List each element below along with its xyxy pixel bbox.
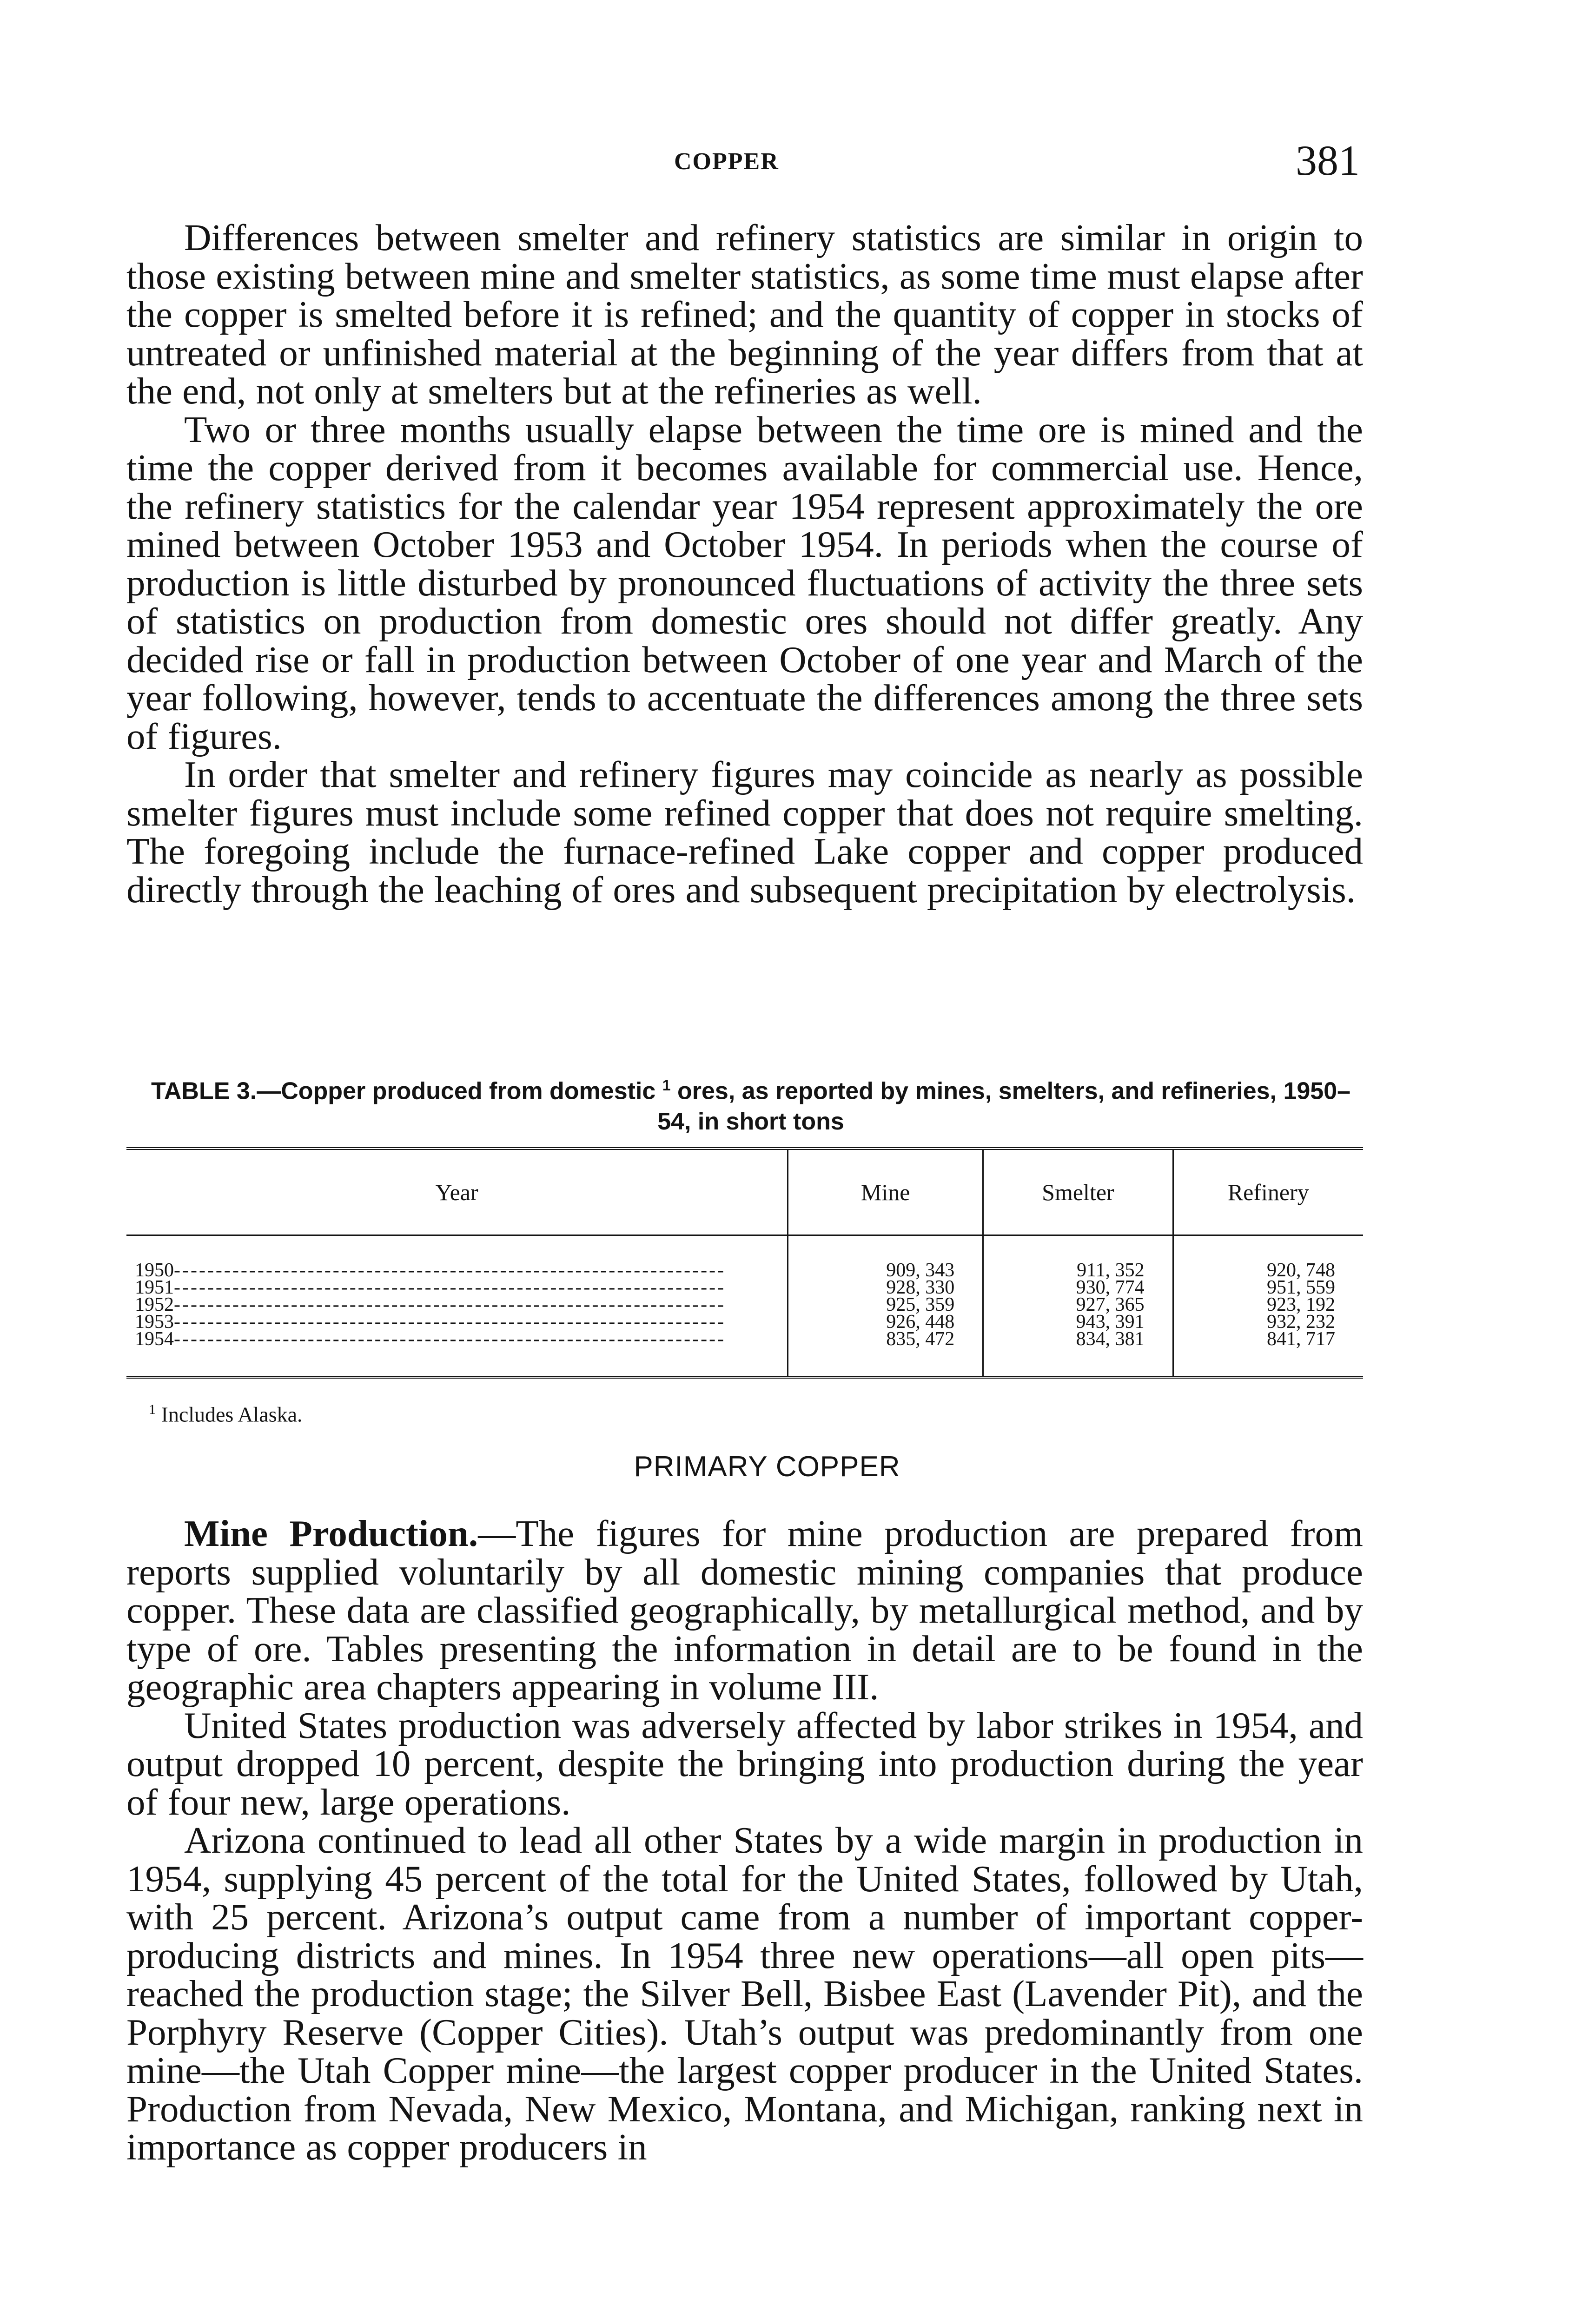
footnote-reference: 1 [662,1077,671,1094]
smelter-cell: 911, 352 [983,1235,1173,1280]
refinery-cell: 920, 748 [1173,1235,1363,1280]
page-number: 381 [1296,137,1360,184]
column-header-mine: Mine [788,1149,983,1235]
paragraph [126,1514,1363,1706]
table-row [126,1279,1363,1296]
smelter-cell: 834, 381 [983,1331,1173,1377]
footnote-mark: 1 [149,1402,156,1417]
table-caption-suffix: ores, as reported by mines, smelters, and refineries, 1950–54, in short tons [657,1077,1351,1136]
year-cell: 1952------------------------------------------------------------------ [135,1296,726,1314]
column-header-year: Year [126,1149,788,1235]
paragraph: Two or three months usually elapse between the time ore is mined and the time the copper derived from it becomes available for commercial use. Hence, the refinery statistics for the calendar year 1954 represent approximately the ore mined between October 1953 and October 1954. In periods when the course of production is little disturbed by pronounced fluctuations of activity the three sets of statistics on production from domestic ores should not differ greatly. Any decided rise or fall in production between October of one year and March of the year following, however, tends to accentuate the differences among the three sets of figures. [126,408,1363,757]
section-text-block [126,1514,1363,2166]
running-header: COPPER [674,148,779,175]
refinery-cell: 923, 192 [1173,1296,1363,1314]
refinery-cell: 841, 717 [1173,1331,1363,1377]
smelter-cell: 930, 774 [983,1279,1173,1296]
table-header-row [126,1149,1363,1235]
footnote-text: Includes Alaska. [161,1402,303,1426]
paragraph-text: —The figures for mine production are prepared from reports supplied voluntarily by all domestic mining companies that produce copper. These data are classified geographically, by metallurgical method, and by type of ore. Tables presenting the information in detail are to be found in the geographic area chapters appearing in volume III. [126,1512,1364,1708]
table-row [126,1331,1363,1377]
copper-production-table [126,1147,1363,1379]
mine-cell: 928, 330 [788,1279,983,1296]
year-cell: 1954------------------------------------------------------------------ [126,1331,788,1377]
refinery-cell: 932, 232 [1173,1314,1363,1331]
smelter-cell: 927, 365 [983,1296,1173,1314]
paragraph: In order that smelter and refinery figures may coincide as nearly as possible smelter figures must include some refined copper that does not require smelting. The foregoing include the furnace-refined Lake copper and copper produced directly through the leaching of ores and subsequent precipitation by electrolysis. [126,753,1363,911]
refinery-cell: 951, 559 [1173,1279,1363,1296]
smelter-cell: 943, 391 [983,1314,1173,1331]
mine-cell: 925, 359 [788,1296,983,1314]
year-cell: 1950------------------------------------------------------------------ [135,1260,726,1279]
table-row [126,1296,1363,1314]
table-row [126,1235,1363,1280]
table-caption-prefix: TABLE 3.—Copper produced from domestic [151,1077,656,1105]
intro-text-block [126,218,1363,909]
run-in-heading: Mine Production. [184,1512,478,1554]
year-cell: 1951------------------------------------------------------------------ [135,1279,726,1296]
table-row [126,1314,1363,1331]
column-header-smelter: Smelter [983,1149,1173,1235]
paragraph: United States production was adversely affected by labor strikes in 1954, and output dropped 10 percent, despite the bringing into production during the year of four new, large operations. [126,1704,1363,1823]
year-cell: 1953------------------------------------------------------------------ [135,1314,726,1331]
paragraph: Arizona continued to lead all other States by a wide margin in production in 1954, supplying 45 percent of the total for the United States, followed by Utah, with 25 percent. Arizona’s output came from a number of important copper-producing districts and mines. In 1954 three new operations—all open pits—reached the production stage; the Silver Bell, Bisbee East (Lavender Pit), and the Porphyry Reserve (Copper Cities). Utah’s output was predominantly from one mine—the Utah Copper mine—the largest copper producer in the United States. Production from Nevada, New Mexico, Montana, and Michigan, ranking next in importance as copper producers in [126,1819,1363,2168]
mine-cell: 909, 343 [788,1235,983,1280]
paragraph: Differences between smelter and refinery statistics are similar in origin to those existing between mine and smelter statistics, as some time must elapse after the copper is smelted before it is refined; and the quantity of copper in stocks of untreated or unfinished material at the beginning of the year differs from that at the end, not only at smelters but at the refineries as well. [126,217,1363,412]
section-heading: PRIMARY COPPER [634,1451,900,1483]
mine-cell: 835, 472 [788,1331,983,1377]
column-header-refinery: Refinery [1173,1149,1363,1235]
table-caption [139,1070,1362,1137]
mine-cell: 926, 448 [788,1314,983,1331]
table-footnote [149,1402,303,1426]
